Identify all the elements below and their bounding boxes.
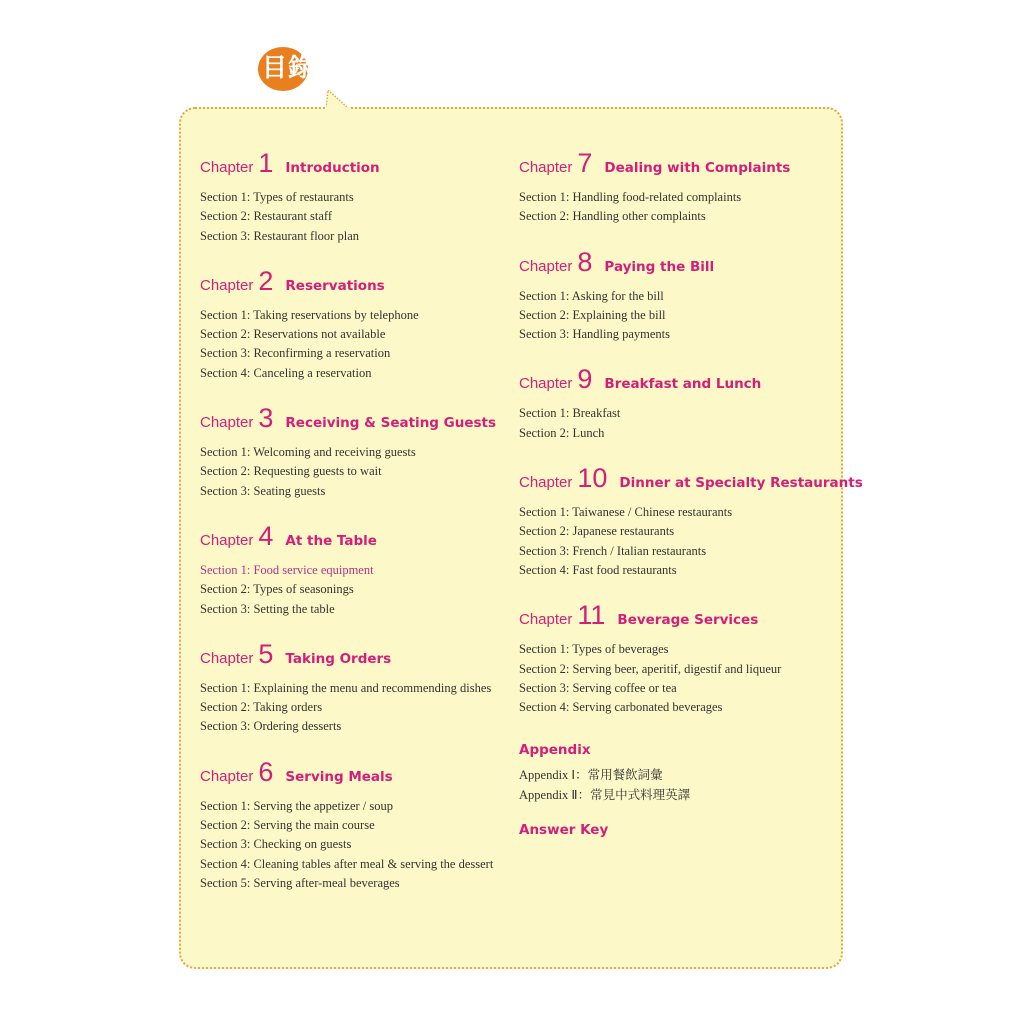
chapter-word: Chapter (200, 767, 254, 785)
section-item[interactable]: Section 1: Food service equipment (200, 562, 374, 577)
appendix-item[interactable]: Appendix Ⅰ：常用餐飲詞彙 (519, 768, 663, 783)
section-item[interactable]: Section 3: Checking on guests (200, 837, 352, 852)
section-list (519, 404, 834, 443)
chapter-title: Taking Orders (285, 650, 392, 667)
section-item[interactable]: Section 1: Types of restaurants (200, 190, 354, 204)
section-item[interactable]: Section 4: Fast food restaurants (519, 562, 677, 577)
chapter-title: Paying the Bill (604, 258, 715, 275)
chapter-word: Chapter (200, 159, 254, 176)
section-list (519, 287, 834, 345)
section-list (519, 503, 834, 580)
chapter-title: Reservations (285, 277, 385, 294)
chapter-word: Chapter (519, 257, 573, 275)
chapter-number: 11 (577, 600, 606, 631)
section-item[interactable]: Section 3: Handling payments (519, 327, 671, 342)
section-item[interactable]: Section 5: Serving after-meal beverages (200, 875, 400, 890)
section-item[interactable]: Section 2: Restaurant staff (200, 209, 333, 224)
chapter-block (519, 602, 834, 717)
page-title: 目錄 (262, 53, 315, 82)
chapter-block (200, 756, 505, 893)
chapter-number: 9 (577, 364, 593, 395)
speech-tail-icon (326, 90, 356, 110)
chapter-heading[interactable] (200, 405, 505, 438)
section-item[interactable]: Section 2: Serving the main course (200, 818, 375, 833)
answer-key-link[interactable]: Answer Key (519, 822, 609, 839)
chapter-block (200, 150, 505, 246)
chapter-number: 3 (258, 403, 274, 434)
section-item[interactable]: Section 1: Serving the appetizer / soup (200, 798, 394, 813)
section-item[interactable]: Section 4: Cleaning tables after meal & serving the dessert (200, 856, 494, 871)
section-item[interactable]: Section 3: Restaurant floor plan (200, 228, 359, 243)
section-item[interactable]: Section 1: Taking reservations by telephone (200, 307, 419, 322)
section-item[interactable]: Section 2: Explaining the bill (519, 307, 666, 322)
section-list (519, 640, 834, 717)
chapter-heading[interactable] (200, 520, 505, 556)
appendix-heading: Appendix (519, 742, 591, 759)
section-item[interactable]: Section 2: Requesting guests to wait (200, 464, 382, 479)
chapter-number: 7 (577, 148, 593, 178)
section-item[interactable]: Section 2: Handling other complaints (519, 209, 706, 224)
chapter-number: 2 (258, 265, 274, 296)
chapter-block (519, 366, 834, 443)
section-item[interactable]: Section 2: Lunch (519, 425, 605, 440)
section-item[interactable]: Section 1: Welcoming and receiving guests (200, 445, 416, 460)
section-item[interactable]: Section 3: Serving coffee or tea (519, 680, 677, 695)
section-item[interactable]: Section 3: Seating guests (200, 483, 326, 498)
chapter-title: Receiving & Seating Guests (285, 415, 497, 432)
chapter-title: Serving Meals (285, 768, 393, 785)
section-item[interactable]: Section 3: Ordering desserts (200, 719, 342, 734)
chapter-word: Chapter (519, 375, 573, 393)
chapter-word: Chapter (519, 611, 573, 629)
chapter-title: At the Table (285, 532, 377, 549)
chapter-number: 4 (258, 520, 274, 551)
chapter-number: 1 (258, 148, 274, 178)
chapter-word: Chapter (200, 276, 254, 294)
chapter-block (200, 265, 505, 383)
chapter-word: Chapter (200, 414, 254, 432)
section-list (200, 561, 505, 619)
section-item[interactable]: Section 2: Japanese restaurants (519, 524, 675, 539)
chapter-title: Dealing with Complaints (604, 160, 791, 176)
chapter-title: Breakfast and Lunch (604, 376, 762, 393)
chapter-block (200, 520, 505, 619)
section-item[interactable]: Section 2: Taking orders (200, 700, 323, 715)
appendix-item[interactable]: Appendix Ⅱ：常見中式料理英譯 (519, 787, 691, 802)
chapter-heading[interactable] (519, 246, 834, 282)
chapter-number: 10 (577, 463, 608, 494)
chapter-number: 8 (577, 246, 593, 277)
chapter-heading[interactable] (200, 638, 505, 674)
section-item[interactable]: Section 2: Serving beer, aperitif, digestif and liqueur (519, 661, 782, 676)
chapter-block (519, 463, 863, 580)
chapter-word: Chapter (519, 159, 573, 176)
chapter-heading[interactable] (519, 463, 863, 498)
chapter-heading[interactable] (200, 265, 505, 301)
section-item[interactable]: Section 2: Types of seasonings (200, 582, 354, 597)
section-list (200, 679, 505, 737)
section-item[interactable]: Section 3: Reconfirming a reservation (200, 346, 391, 361)
section-item[interactable]: Section 1: Handling food-related complaints (519, 190, 742, 204)
left-column (200, 150, 505, 915)
chapter-word: Chapter (200, 649, 254, 667)
section-item[interactable]: Section 1: Explaining the menu and recommending dishes (200, 680, 492, 695)
chapter-title: Dinner at Specialty Restaurants (619, 475, 863, 492)
section-item[interactable]: Section 3: Setting the table (200, 601, 335, 616)
section-item[interactable]: Section 1: Types of beverages (519, 642, 669, 657)
chapter-block (519, 150, 834, 227)
chapter-heading[interactable] (200, 756, 505, 792)
chapter-title: Introduction (285, 160, 380, 176)
section-item[interactable]: Section 4: Canceling a reservation (200, 365, 372, 380)
section-list (200, 443, 505, 501)
chapter-number: 6 (258, 756, 274, 787)
section-list (200, 306, 505, 383)
section-list (200, 797, 505, 893)
chapter-block (200, 638, 505, 737)
chapter-heading[interactable] (519, 602, 834, 635)
section-item[interactable]: Section 1: Breakfast (519, 406, 621, 421)
section-item[interactable]: Section 4: Serving carbonated beverages (519, 700, 723, 715)
chapter-title: Beverage Services (617, 612, 759, 629)
chapter-word: Chapter (200, 531, 254, 549)
section-item[interactable]: Section 2: Reservations not available (200, 327, 386, 342)
right-column (519, 148, 863, 839)
chapter-heading[interactable] (200, 150, 505, 183)
appendix-list (519, 766, 834, 805)
section-item[interactable]: Section 3: French / Italian restaurants (519, 543, 707, 558)
chapter-heading[interactable] (519, 150, 834, 183)
chapter-number: 5 (258, 638, 274, 669)
chapter-word: Chapter (519, 474, 573, 492)
section-item[interactable]: Section 1: Taiwanese / Chinese restaurants (519, 505, 733, 520)
section-list (519, 188, 834, 227)
section-list (200, 188, 505, 246)
section-item[interactable]: Section 1: Asking for the bill (519, 288, 664, 303)
chapter-heading[interactable] (519, 366, 834, 399)
chapter-block (200, 405, 505, 501)
chapter-block (519, 246, 834, 345)
